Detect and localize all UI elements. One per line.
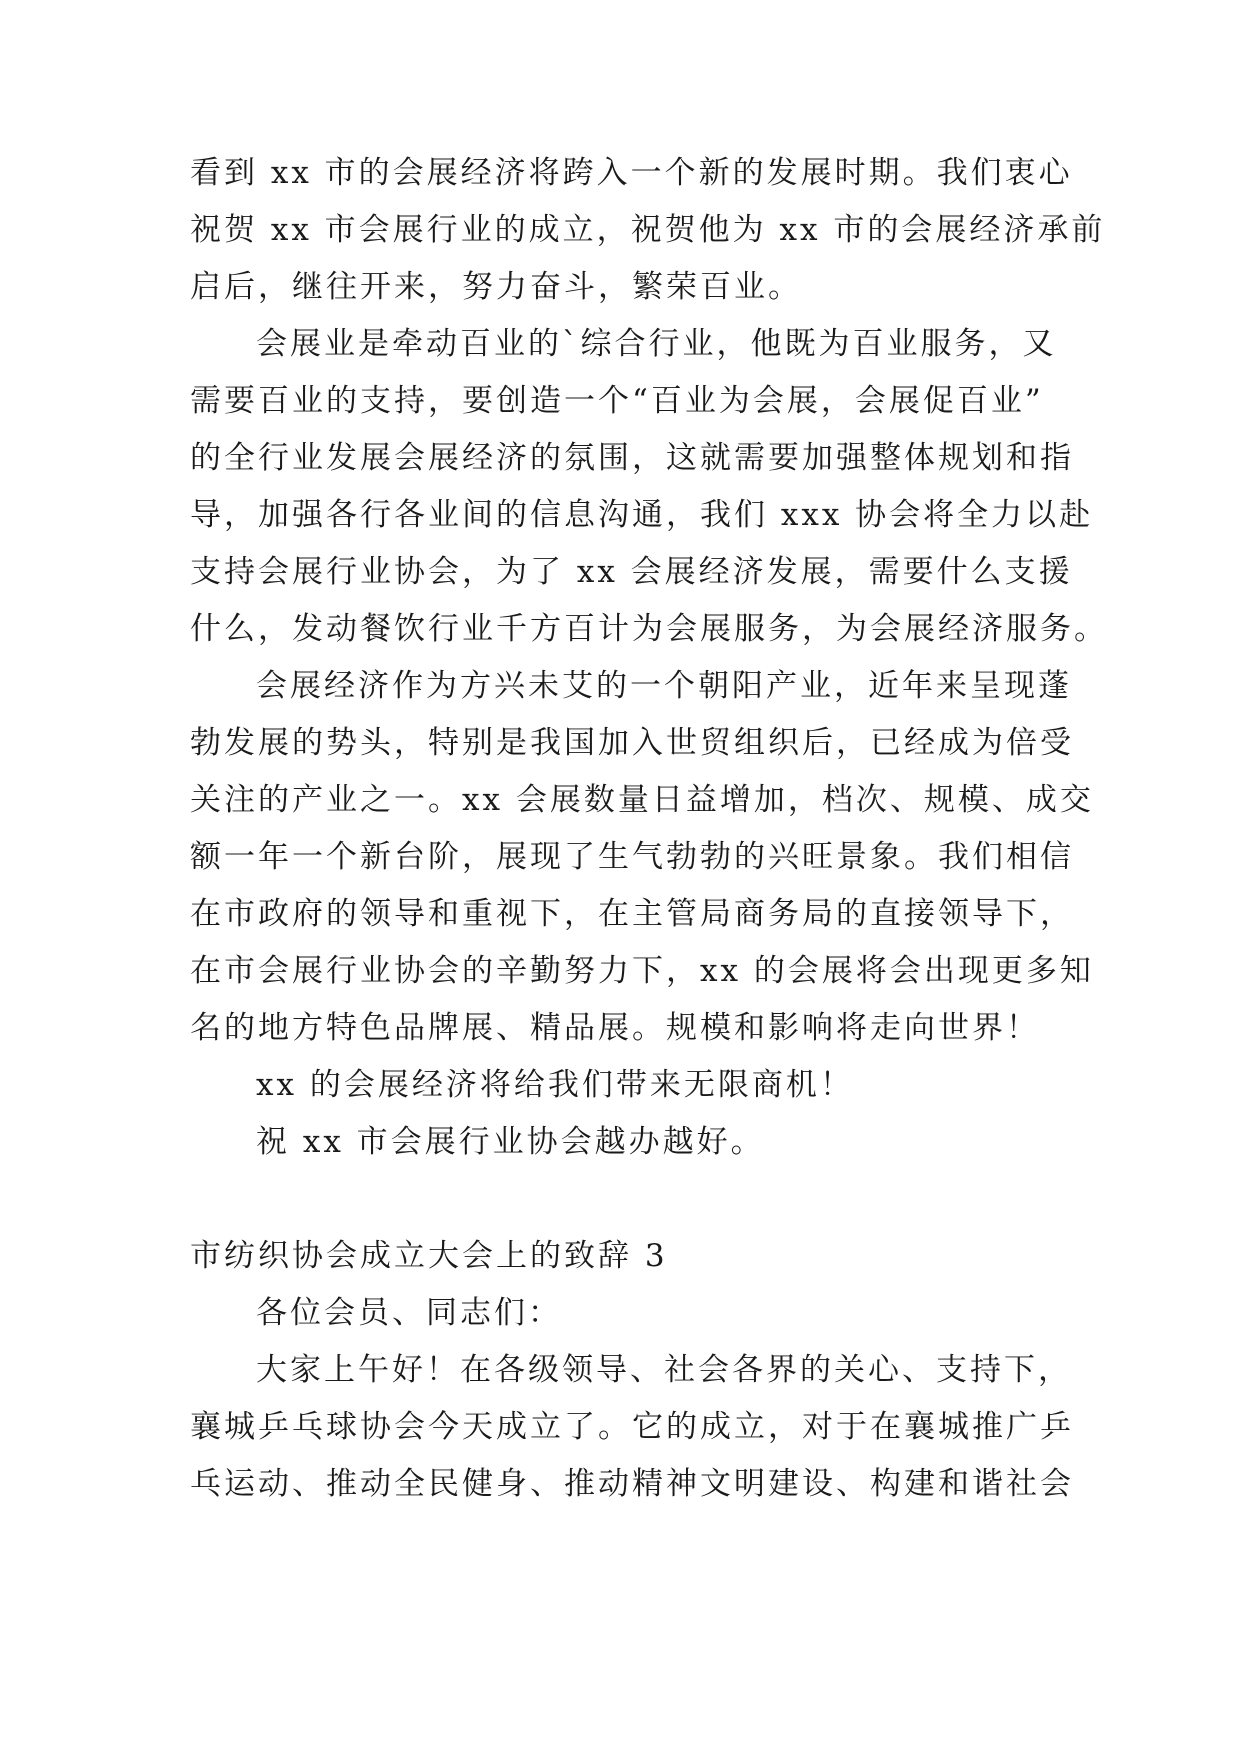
text-line: 会展业是牵动百业的`综合行业，他既为百业服务，又 bbox=[256, 326, 1057, 362]
text-line: 勃发展的势头，特别是我国加入世贸组织后，已经成为倍受 bbox=[190, 725, 1074, 761]
document-body bbox=[190, 145, 1108, 1513]
greeting: 各位会员、同志们： bbox=[256, 1295, 562, 1331]
text-line: 看到 xx 市的会展经济将跨入一个新的发展时期。我们衷心 bbox=[190, 155, 1073, 191]
text-line: 在市政府的领导和重视下，在主管局商务局的直接领导下， bbox=[190, 896, 1074, 932]
text-line: 祝贺 xx 市会展行业的成立，祝贺他为 xx 市的会展经济承前 bbox=[190, 212, 1106, 248]
paragraph-economy bbox=[190, 658, 1094, 1057]
text-line: 关注的产业之一。xx 会展数量日益增加，档次、规模、成交 bbox=[190, 782, 1094, 818]
text-line: 名的地方特色品牌展、精品展。规模和影响将走向世界！ bbox=[190, 1010, 1040, 1046]
text-line: 额一年一个新台阶，展现了生气勃勃的兴旺景象。我们相信 bbox=[190, 839, 1074, 875]
text-line: 需要百业的支持，要创造一个“百业为会展，会展促百业” bbox=[190, 383, 1044, 419]
paragraph-opening bbox=[190, 1342, 1074, 1513]
text-line: 在市会展行业协会的辛勤努力下，xx 的会展将会出现更多知 bbox=[190, 953, 1094, 989]
paragraph-continuation bbox=[190, 145, 1106, 316]
section-spacer bbox=[190, 1171, 1070, 1228]
text-line: 大家上午好！在各级领导、社会各界的关心、支持下， bbox=[256, 1352, 1072, 1388]
text-line: 会展经济作为方兴未艾的一个朝阳产业，近年来呈现蓬 bbox=[256, 668, 1072, 704]
text-line: 启后，继往开来，努力奋斗，繁荣百业。 bbox=[190, 269, 802, 305]
text-line: 支持会展行业协会，为了 xx 会展经济发展，需要什么支援 bbox=[190, 554, 1073, 590]
section-title: 市纺织协会成立大会上的致辞 3 bbox=[190, 1238, 668, 1274]
paragraph-opportunity: xx 的会展经济将给我们带来无限商机！ bbox=[256, 1067, 854, 1103]
text-line: 什么，发动餐饮行业千方百计为会展服务，为会展经济服务。 bbox=[190, 611, 1108, 647]
text-line: 襄城乒乓球协会今天成立了。它的成立，对于在襄城推广乒 bbox=[190, 1409, 1074, 1445]
paragraph-wishes: 祝 xx 市会展行业协会越办越好。 bbox=[256, 1124, 765, 1160]
text-line: 导，加强各行各业间的信息沟通，我们 xxx 协会将全力以赴 bbox=[190, 497, 1094, 533]
text-line: 的全行业发展会展经济的氛围，这就需要加强整体规划和指 bbox=[190, 440, 1074, 476]
text-line: 乓运动、推动全民健身、推动精神文明建设、构建和谐社会 bbox=[190, 1466, 1074, 1502]
paragraph-industry bbox=[190, 316, 1108, 658]
